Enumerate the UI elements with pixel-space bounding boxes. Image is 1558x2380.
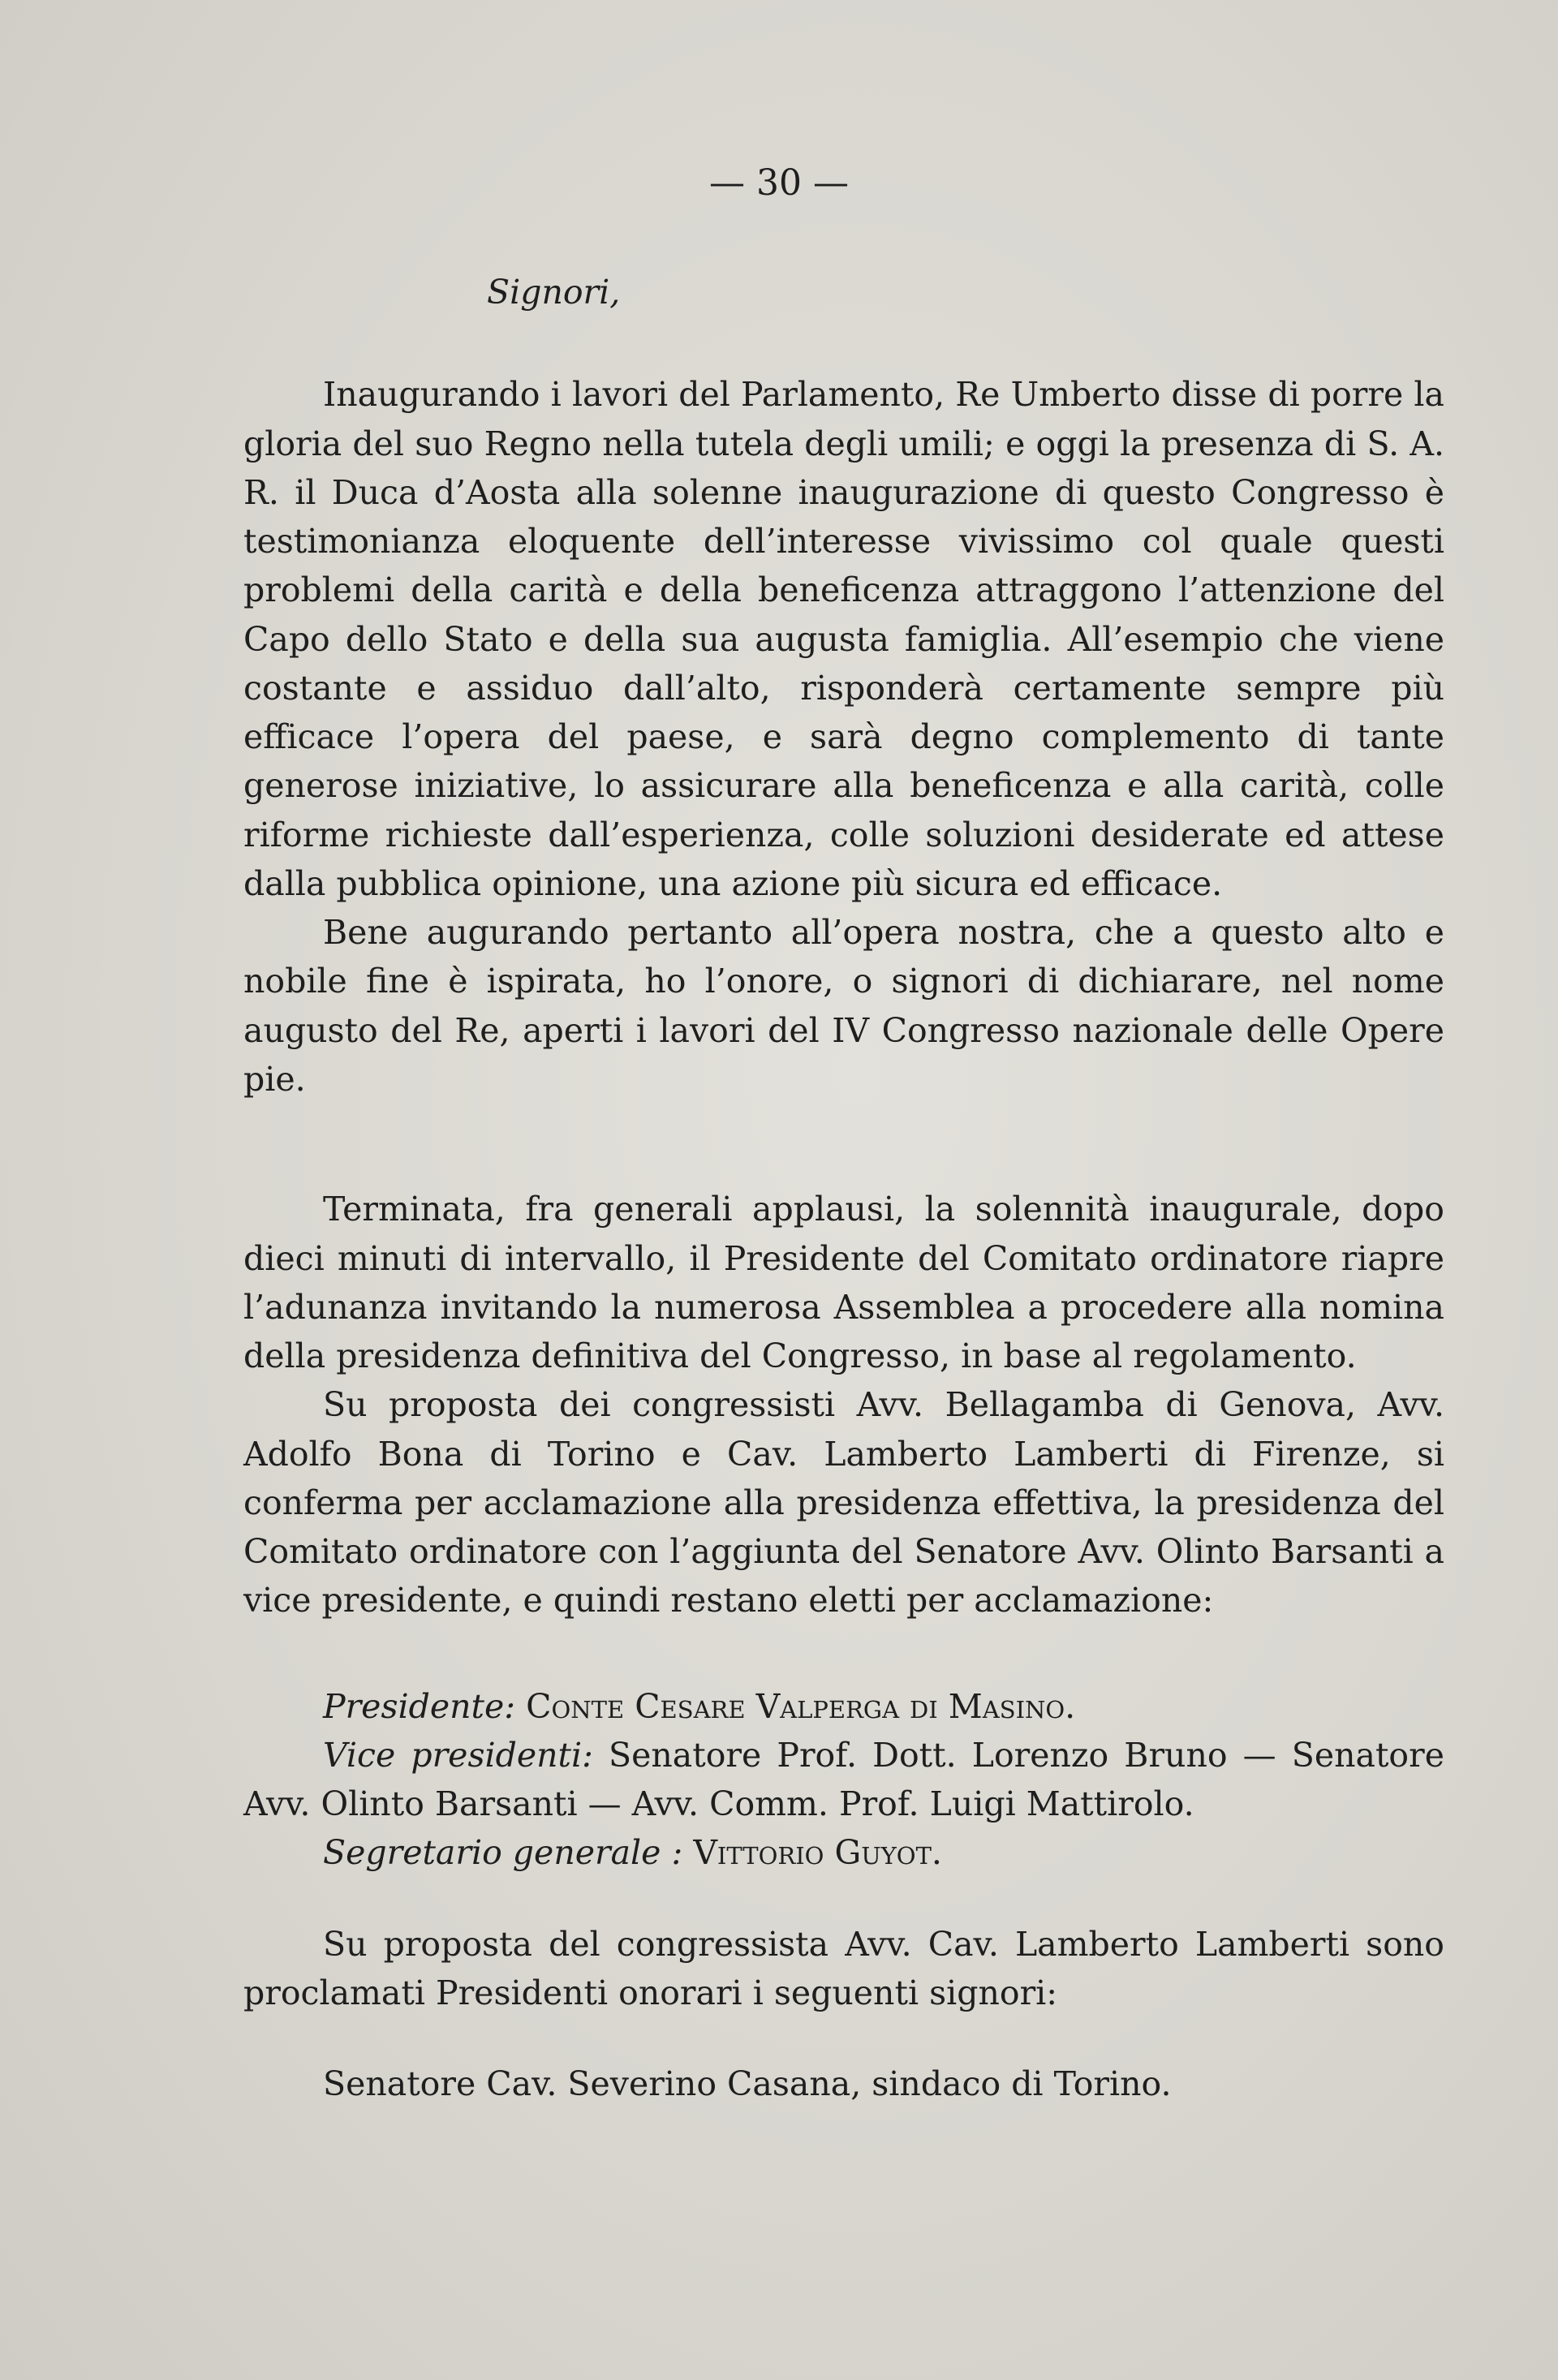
secretary-name: Vittorio Guyot. xyxy=(693,1833,942,1873)
vice-names: Senatore Prof. Dott. Lorenzo Bruno — Senatore Avv. Olinto Barsanti — Avv. Comm. Prof. Luigi Mattirolo. xyxy=(243,1735,1444,1824)
secretary-role: Segretario generale : xyxy=(323,1833,683,1873)
officer-secretary xyxy=(243,1828,1444,1877)
officer-vice-presidents xyxy=(243,1731,1444,1829)
paragraph-speech-1: Inaugurando i lavori del Parlamento, Re Umberto disse di porre la gloria del suo Regno nella tutela degli umili; e oggi la presenza di S. A. R. il Duca d’Aosta alla solenne inaugurazione di questo Congresso è testimonianza eloquente dell’interesse vivissimo col quale questi problemi della carità e della beneficenza attraggono l’attenzione del Capo dello Stato e della sua augusta famiglia. All’esempio che viene costante e assiduo dall’alto, risponderà certamente sempre più efficace l’opera del paese, e sarà degno complemento di tante generose iniziative, lo assicurare alla beneficenza e alla carità, colle riforme richieste dall’esperienza, colle soluzioni desiderate ed attese dalla pubblica opinione, una azione più sicura ed efficace. xyxy=(243,375,1444,903)
honorary-president-entry: Senatore Cav. Severino Casana, sindaco di Torino. xyxy=(323,2064,1172,2104)
officer-president xyxy=(243,1682,1444,1731)
vice-role: Vice presidenti: xyxy=(323,1735,593,1775)
paragraph-honorary: Su proposta del congressista Avv. Cav. Lamberto Lamberti sono proclamati Presidenti onorari i seguenti signori: xyxy=(243,1924,1444,2012)
paragraph-assembly: Terminata, fra generali applausi, la solennità inaugurale, dopo dieci minuti di intervallo, il Presidente del Comitato ordinatore riapre l’adunanza invitando la numerosa Assemblea a procedere alla nomina della presidenza definitiva del Congresso, in base al regolamento. xyxy=(243,1190,1444,1376)
paragraph-speech-2: Bene augurando pertanto all’opera nostra, che a questo alto e nobile fine è ispirata, ho l’onore, o signori di dichiarare, nel nome augusto del Re, aperti i lavori del IV Congresso nazionale delle Opere pie. xyxy=(243,913,1444,1099)
page-number: — 30 — xyxy=(709,162,849,204)
president-role: Presidente: xyxy=(323,1686,516,1726)
president-name: Conte Cesare Valperga di Masino. xyxy=(526,1686,1076,1726)
paragraph-proposal: Su proposta dei congressisti Avv. Bellagamba di Genova, Avv. Adolfo Bona di Torino e Cav. Lamberto Lamberti di Firenze, si conferma per acclamazione alla presidenza effettiva, la presidenza del Comitato ordinatore con l’aggiunta del Senatore Avv. Olinto Barsanti a vice presidente, e quindi restano eletti per acclamazione: xyxy=(243,1385,1444,1620)
body-text xyxy=(243,268,1444,2109)
salutation: Signori, xyxy=(487,273,621,312)
